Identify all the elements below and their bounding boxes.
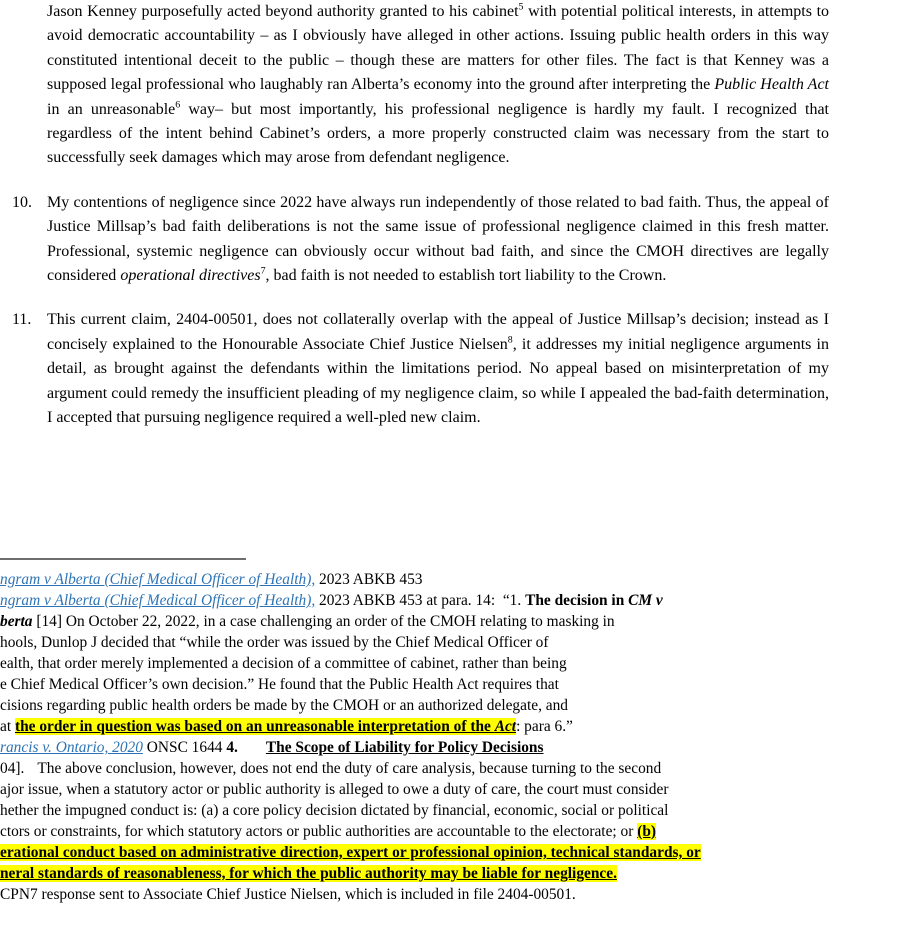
footnote-line [0, 632, 913, 653]
footnote-line [0, 884, 913, 905]
case-citation-link[interactable]: ngram v Alberta (Chief Medical Officer of Health), [0, 592, 316, 609]
text-segment: hether the impugned conduct is: (a) a core policy decision dictated by financial, economic, social or political [0, 802, 669, 819]
footnote-marker: 7 [260, 265, 266, 277]
text-segment: The above conclusion, however, does not end the duty of care analysis, because turning to the second [37, 760, 662, 777]
text-segment: erational conduct based on administrative direction, expert or professional opinion, technical standards, or [0, 844, 701, 861]
text-segment: The Scope of Liability for Policy Decisions [265, 739, 544, 756]
text-segment: CM v [628, 592, 663, 609]
text-segment: 4. [226, 739, 238, 756]
paragraph-text [47, 194, 833, 284]
paragraph-9-continuation [47, 0, 834, 171]
text-segment: Act [494, 718, 517, 735]
footnote-marker: 8 [507, 334, 513, 346]
text-segment: in an unreasonable [47, 76, 834, 118]
text-segment: cisions regarding public health orders be made by the CMOH or an authorized delegate, and [0, 697, 568, 714]
text-segment: Public Health Act [714, 76, 830, 94]
footnote-line [0, 842, 913, 863]
paragraph-number: 10. [12, 193, 32, 211]
text-segment: operational directives [120, 267, 261, 285]
footnote-line [0, 716, 913, 737]
footnote-line [0, 653, 913, 674]
text-segment: way– but most importantly, his professional negligence is hardly my fault. I recognized that regardless of the intent behind Cabinet’s orders, a more properly constructed claim was necessary from the start to successfully seek damages which may arose from defendant negligence. [47, 100, 834, 167]
footnote-line [0, 779, 913, 800]
case-citation-link[interactable]: rancis v. Ontario, 2020 [0, 739, 143, 756]
footnote-marker: 6 [175, 99, 181, 111]
footnote-line [0, 569, 913, 590]
text-segment: My contentions of negligence since 2022 have always run independently of those related to bad faith. Thus, the appeal of Justice Millsap’s bad faith deliberations is not the same issue of professional negligence claimed in this fresh matter. Professional, systemic negligence can obviously occur without bad faith, and since the CMOH directives are legally considered [47, 193, 833, 285]
text-segment: 04]. [0, 760, 25, 777]
text-segment: ONSC 1644 [142, 739, 227, 756]
text-segment: ajor issue, when a statutory actor or public authority is alleged to owe a duty of care, the court must consider [0, 781, 669, 798]
footnote-line [0, 821, 913, 842]
text-segment: Jason Kenney purposefully acted beyond authority granted to his cabinet [47, 3, 519, 20]
footnote-line [0, 674, 913, 695]
text-segment: 2023 ABKB 453 at para. 14: “1. [315, 592, 526, 609]
text-segment: : para 6.” [516, 718, 573, 735]
footnote-line [0, 737, 913, 758]
text-segment: CPN7 response sent to Associate Chief Justice Nielsen, which is included in file 2404-00501. [0, 886, 576, 903]
paragraph-text [47, 311, 833, 426]
footnote-line [0, 800, 913, 821]
text-segment: hools, Dunlop J decided that “while the order was issued by the Chief Medical Officer of [0, 634, 549, 651]
paragraph-text [47, 3, 833, 166]
footnote-line [0, 611, 913, 632]
text-segment: (b) [637, 823, 657, 840]
text-segment: at [0, 718, 15, 735]
document-body [12, 0, 834, 451]
footnote-lines [0, 569, 913, 905]
text-segment: with potential political interests, in attempts to avoid democratic accountability – as I obviously have alleged in other actions. Issuing public health orders in this way constituted intentional deceit to the public – though these are matters for other files. The fact is that Kenney was a supposed legal professional who laughably ran Alberta’s economy into the ground after interpreting the [47, 3, 834, 94]
text-segment: This current claim, 2404-00501, does not collaterally overlap with the appeal of Justice Millsap’s decision; instead as I concisely explained to the Honourable Associate Chief Justice Nielsen [47, 311, 833, 353]
text-segment: e Chief Medical Officer’s own decision.” He found that the Public Health Act requires that [0, 676, 559, 693]
footnotes-section [0, 558, 913, 905]
text-segment: 2023 ABKB 453 [315, 571, 423, 588]
footnote-line [0, 863, 913, 884]
footnote-marker: 5 [518, 1, 524, 13]
text-segment: , it addresses my initial negligence arguments in detail, as brought against the defendants within the limitations period. No appeal based on misinterpretation of my argument could remedy the insufficient pleading of my negligence claim, so while I appealed the bad-faith determination, I accepted that pursuing negligence required a well-pled new claim. [47, 335, 833, 427]
text-segment: ealth, that order merely implemented a decision of a committee of cabinet, rather than being [0, 655, 567, 672]
text-segment: berta [0, 613, 33, 630]
case-citation-link[interactable]: ngram v Alberta (Chief Medical Officer of Health), [0, 571, 316, 588]
paragraph-number: 11. [12, 311, 32, 329]
text-segment: the order in question was based on an unreasonable interpretation of the [14, 718, 495, 735]
text-segment: [14] On October 22, 2022, in a case challenging an order of the CMOH relating to masking in [32, 613, 615, 630]
footnote-line [0, 758, 913, 779]
footnote-line [0, 695, 913, 716]
text-segment: , bad faith is not needed to establish tort liability to the Crown. [265, 267, 667, 285]
paragraph-10 [12, 191, 833, 289]
text-segment: neral standards of reasonableness, for which the public authority may be liable for negligence. [0, 865, 617, 882]
footnote-line [0, 590, 913, 611]
text-segment: The decision in [525, 592, 629, 609]
text-segment: ctors or constraints, for which statutory actors or public authorities are accountable to the electorate; or [0, 823, 638, 840]
paragraph-11 [12, 308, 833, 430]
footnote-separator [0, 558, 246, 560]
